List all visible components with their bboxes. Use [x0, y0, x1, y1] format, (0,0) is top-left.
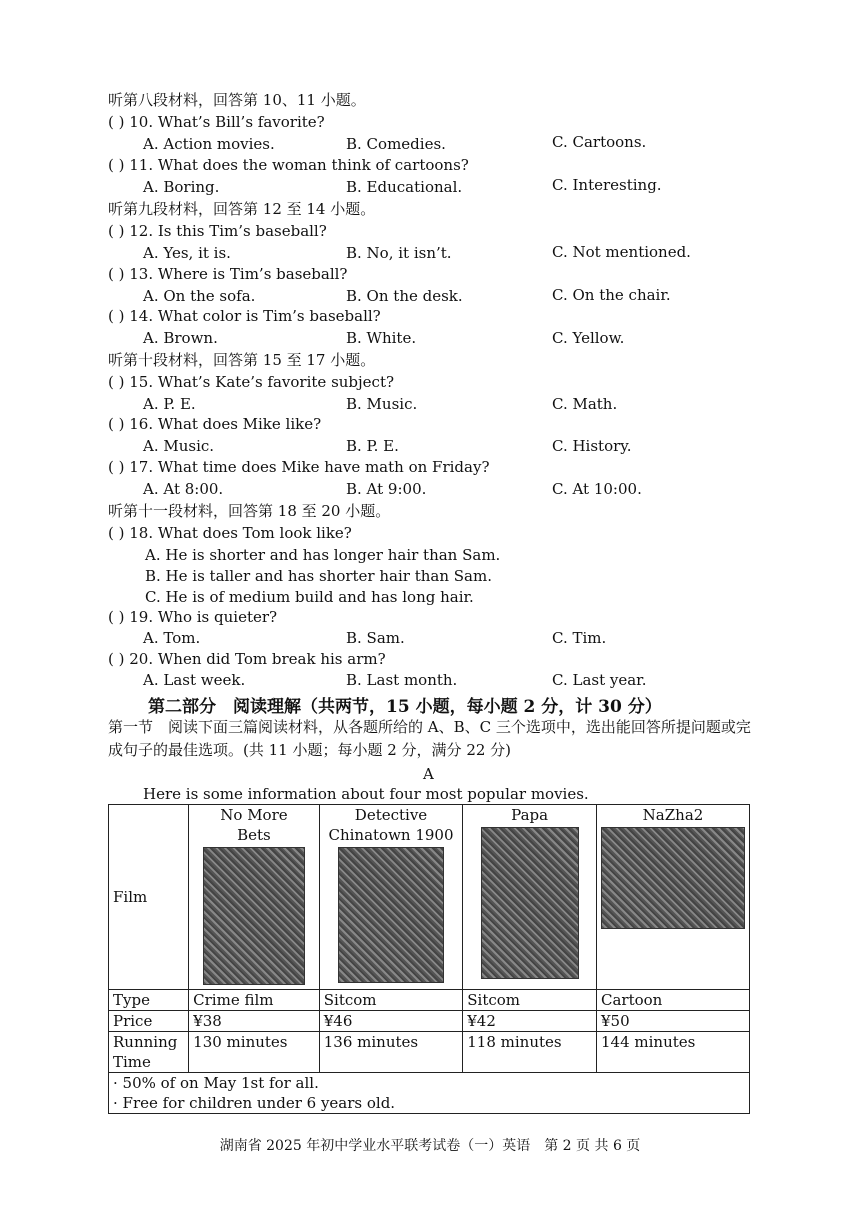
- type-label: Type: [109, 990, 189, 1011]
- question-stem: ( ) 17. What time does Mike have math on Friday?: [108, 458, 490, 476]
- film-cell: [463, 805, 597, 990]
- section-header: 听第十段材料，回答第 15 至 17 小题。: [108, 351, 376, 369]
- film-poster: [338, 847, 444, 983]
- price-label: Price: [109, 1011, 189, 1032]
- film-cell: [189, 805, 320, 990]
- option-b: B. Last month.: [346, 671, 458, 689]
- option-c: C. Cartoons.: [552, 133, 647, 151]
- type-value: Sitcom: [319, 990, 463, 1011]
- option-b: B. White.: [346, 329, 417, 347]
- option-b: B. Sam.: [346, 629, 405, 647]
- option-b: B. At 9:00.: [346, 480, 427, 498]
- question-stem: ( ) 13. Where is Tim’s baseball?: [108, 265, 348, 283]
- passage-label: A: [423, 765, 434, 783]
- question-stem: ( ) 10. What’s Bill’s favorite?: [108, 113, 325, 131]
- film-name: No More Bets: [220, 806, 288, 844]
- option-c: C. Yellow.: [552, 329, 625, 347]
- option-a: A. Last week.: [143, 671, 246, 689]
- option-c: C. On the chair.: [552, 286, 671, 304]
- table-row: [109, 990, 750, 1011]
- option-c: C. Not mentioned.: [552, 243, 691, 261]
- option-b: B. No, it isn’t.: [346, 244, 452, 262]
- movie-table: [108, 804, 750, 1114]
- price-value: ¥50: [597, 1011, 750, 1032]
- question-stem: ( ) 15. What’s Kate’s favorite subject?: [108, 373, 395, 391]
- question-stem: ( ) 11. What does the woman think of cartoons?: [108, 156, 469, 174]
- option-a: A. Action movies.: [143, 135, 275, 153]
- passage-intro: Here is some information about four most popular movies.: [143, 785, 589, 803]
- option-b: B. On the desk.: [346, 287, 463, 305]
- part-title: 第二部分 阅读理解（共两节，15 小题，每小题 2 分，计 30 分）: [148, 697, 662, 717]
- film-name: NaZha2: [642, 806, 704, 824]
- price-value: ¥38: [189, 1011, 320, 1032]
- option-a: A. Yes, it is.: [143, 244, 231, 262]
- section-header: 听第十一段材料，回答第 18 至 20 小题。: [108, 502, 391, 520]
- option-a: A. On the sofa.: [143, 287, 256, 305]
- price-value: ¥42: [463, 1011, 597, 1032]
- table-row: [109, 1011, 750, 1032]
- section-header: 听第八段材料，回答第 10、11 小题。: [108, 91, 366, 109]
- running-time-value: 118 minutes: [463, 1032, 597, 1073]
- option-c: C. Interesting.: [552, 176, 662, 194]
- option-a: A. P. E.: [143, 395, 196, 413]
- film-poster: [601, 827, 745, 929]
- page-footer: 湖南省 2025 年初中学业水平联考试卷（一）英语 第 2 页 共 6 页: [219, 1138, 641, 1154]
- table-row: [109, 805, 750, 990]
- option-b: B. Comedies.: [346, 135, 446, 153]
- option-c: C. History.: [552, 437, 632, 455]
- film-label: Film: [109, 805, 189, 990]
- option-c: C. He is of medium build and has long hair.: [145, 588, 474, 606]
- option-b: B. Educational.: [346, 178, 463, 196]
- option-a: A. At 8:00.: [143, 480, 224, 498]
- type-value: Sitcom: [463, 990, 597, 1011]
- question-stem: ( ) 19. Who is quieter?: [108, 608, 278, 626]
- option-a: A. Brown.: [143, 329, 218, 347]
- running-time-label: Running Time: [109, 1032, 189, 1073]
- part-instructions: 第一节 阅读下面三篇阅读材料，从各题所给的 A、B、C 三个选项中，选出能回答所提问题或完成句子的最佳选项。(共 11 小题；每小题 2 分，满分 22 分): [108, 718, 751, 759]
- question-stem: ( ) 16. What does Mike like?: [108, 415, 322, 433]
- option-c: C. Math.: [552, 395, 618, 413]
- option-b: B. He is taller and has shorter hair than Sam.: [145, 567, 492, 585]
- type-value: Crime film: [189, 990, 320, 1011]
- question-stem: ( ) 14. What color is Tim’s baseball?: [108, 307, 381, 325]
- running-time-value: 136 minutes: [319, 1032, 463, 1073]
- film-poster: [481, 827, 579, 979]
- option-b: B. Music.: [346, 395, 418, 413]
- option-c: C. Tim.: [552, 629, 607, 647]
- table-row: [109, 1032, 750, 1073]
- option-c: C. Last year.: [552, 671, 647, 689]
- question-stem: ( ) 12. Is this Tim’s baseball?: [108, 222, 327, 240]
- option-a: A. Boring.: [143, 178, 220, 196]
- section-header: 听第九段材料，回答第 12 至 14 小题。: [108, 200, 376, 218]
- question-stem: ( ) 20. When did Tom break his arm?: [108, 650, 386, 668]
- note-children: · Free for children under 6 years old.: [113, 1094, 396, 1112]
- price-value: ¥46: [319, 1011, 463, 1032]
- film-poster: [203, 847, 305, 985]
- option-c: C. At 10:00.: [552, 480, 642, 498]
- type-value: Cartoon: [597, 990, 750, 1011]
- film-cell: [597, 805, 750, 990]
- option-a: A. He is shorter and has longer hair than Sam.: [145, 546, 501, 564]
- table-row: [109, 1073, 750, 1114]
- option-a: A. Tom.: [143, 629, 201, 647]
- film-name: Papa: [511, 806, 549, 824]
- table-notes: [109, 1073, 750, 1114]
- running-time-value: 144 minutes: [597, 1032, 750, 1073]
- note-discount: · 50% of on May 1st for all.: [113, 1074, 319, 1092]
- option-a: A. Music.: [143, 437, 215, 455]
- question-stem: ( ) 18. What does Tom look like?: [108, 524, 352, 542]
- film-cell: [319, 805, 463, 990]
- option-b: B. P. E.: [346, 437, 399, 455]
- running-time-value: 130 minutes: [189, 1032, 320, 1073]
- film-name: Detective Chinatown 1900: [328, 806, 454, 844]
